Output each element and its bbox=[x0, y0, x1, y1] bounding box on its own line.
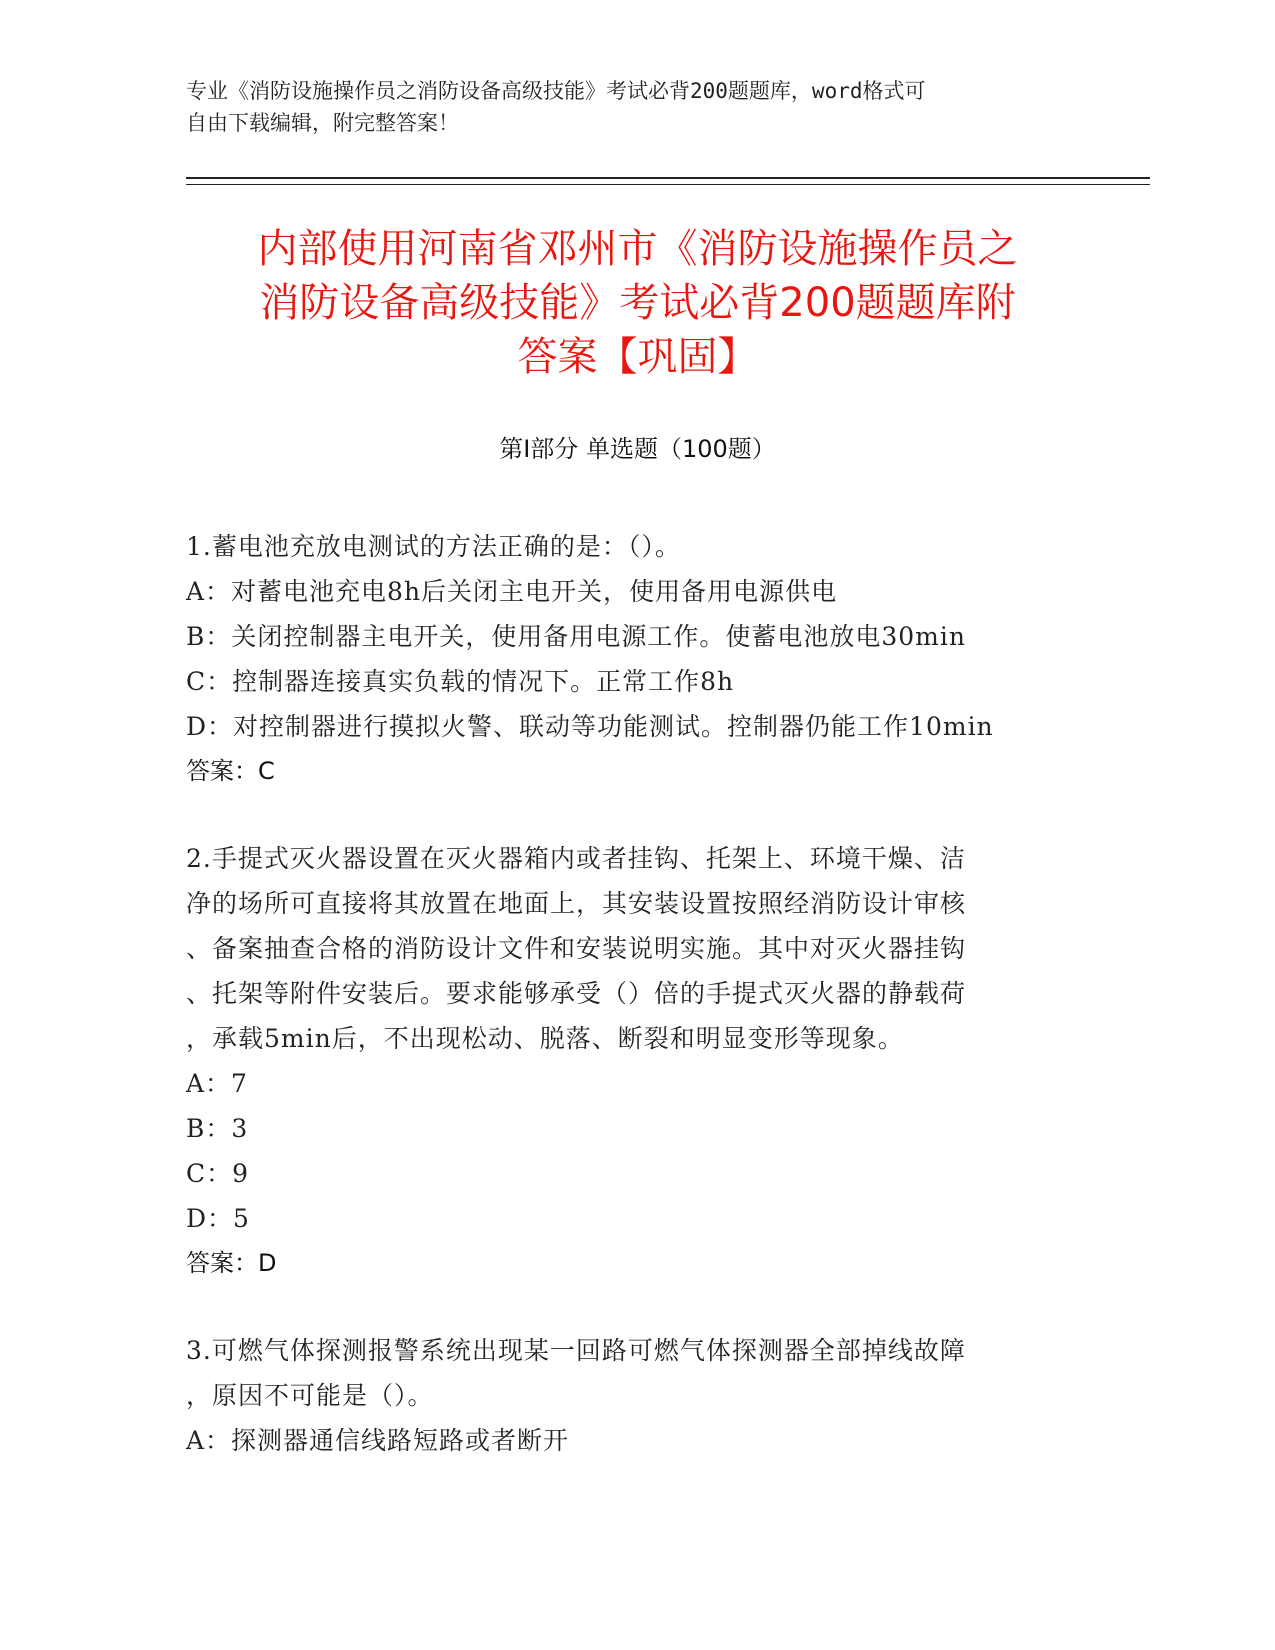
header-note bbox=[186, 75, 1091, 139]
option-a: A：探测器通信线路短路或者断开 bbox=[186, 1426, 570, 1455]
title-line: 内部使用河南省邓州市《消防设施操作员之 bbox=[257, 226, 1018, 272]
header-divider bbox=[186, 177, 1150, 179]
option-b: B：3 bbox=[186, 1114, 249, 1143]
option-b: B：关闭控制器主电开关，使用备用电源工作。使蓄电池放电30min bbox=[186, 622, 966, 651]
question-2 bbox=[186, 836, 1086, 1286]
question-stem: 3.可燃气体探测报警系统出现某一回路可燃气体探测器全部掉线故障 bbox=[186, 1336, 966, 1365]
question-stem: 2.手提式灭火器设置在灭火器箱内或者挂钩、托架上、环境干燥、洁 bbox=[186, 844, 966, 873]
answer-text: 答案：D bbox=[186, 1249, 277, 1277]
question-stem: ，承载5min后，不出现松动、脱落、断裂和明显变形等现象。 bbox=[186, 1024, 904, 1053]
title-line: 消防设备高级技能》考试必背200题题库附 bbox=[259, 280, 1016, 326]
question-stem: 净的场所可直接将其放置在地面上，其安装设置按照经消防设计审核 bbox=[186, 889, 967, 918]
option-d: D：5 bbox=[186, 1204, 250, 1233]
header-divider-thin bbox=[186, 184, 1150, 185]
option-a: A：对蓄电池充电8h后关闭主电开关，使用备用电源供电 bbox=[186, 577, 838, 606]
option-a: A：7 bbox=[186, 1069, 248, 1098]
question-1 bbox=[186, 524, 1086, 794]
header-note-line: 自由下载编辑，附完整答案！ bbox=[186, 111, 459, 135]
title-line: 答案【巩固】 bbox=[517, 334, 758, 380]
question-stem: 、托架等附件安装后。要求能够承受（）倍的手提式灭火器的静载荷 bbox=[186, 979, 967, 1008]
answer-text: 答案：C bbox=[186, 757, 275, 785]
document-title bbox=[150, 222, 1125, 384]
option-c: C：控制器连接真实负载的情况下。正常工作8h bbox=[186, 667, 735, 696]
question-stem: 1.蓄电池充放电测试的方法正确的是：（）。 bbox=[186, 532, 681, 561]
option-d: D：对控制器进行摸拟火警、联动等功能测试。控制器仍能工作10min bbox=[186, 712, 994, 741]
header-note-line: 专业《消防设施操作员之消防设备高级技能》考试必背200题题库，word格式可 bbox=[186, 79, 926, 103]
question-list bbox=[186, 524, 1086, 1505]
section-heading: 第Ⅰ部分 单选题（100题） bbox=[499, 435, 776, 463]
option-c: C：9 bbox=[186, 1159, 250, 1188]
question-stem: ，原因不可能是（）。 bbox=[186, 1381, 434, 1410]
question-stem: 、备案抽查合格的消防设计文件和安装说明实施。其中对灭火器挂钩 bbox=[186, 934, 967, 963]
question-3 bbox=[186, 1328, 1086, 1463]
